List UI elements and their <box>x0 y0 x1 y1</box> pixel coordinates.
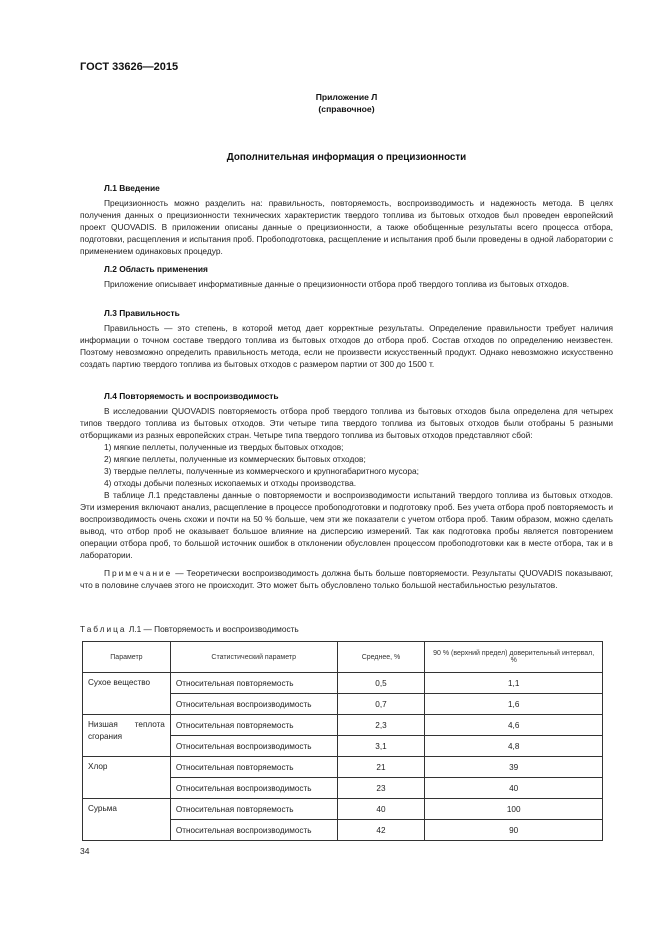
section-introduction <box>80 182 613 257</box>
list-item: 4) отходы добычи полезных ископаемых и отходы производства. <box>104 478 357 488</box>
mean-cell: 42 <box>337 820 425 841</box>
list-item: 2) мягкие пеллеты, полученные из коммерческих бытовых отходов; <box>104 454 366 464</box>
list-item: 1) мягкие пеллеты, полученные из твердых бытовых отходов; <box>104 442 344 452</box>
statistic-cell: Относительная повторяемость <box>170 715 337 736</box>
confidence-cell: 90 <box>425 820 603 841</box>
table-row <box>83 715 603 736</box>
table-header-row <box>83 642 603 673</box>
fuel-types-list <box>80 441 613 489</box>
mean-cell: 40 <box>337 799 425 820</box>
table-row <box>83 757 603 778</box>
note-text: — Теоретически воспроизводимость должна быть больше повторяемости. Результаты QUOVADIS показывают, что в половине случаев этого не происходит. Это может быть обусловлено только большой нестабильностью результатов. <box>80 568 613 590</box>
list-item: 3) твердые пеллеты, полученные из коммерческого и крупногабаритного мусора; <box>104 466 419 476</box>
section-heading: Л.2 Область применения <box>104 264 208 274</box>
statistic-cell: Относительная воспроизводимость <box>170 694 337 715</box>
mean-cell: 0,5 <box>337 673 425 694</box>
mean-cell: 21 <box>337 757 425 778</box>
appendix-heading: Дополнительная информация о прецизионности <box>226 152 467 163</box>
column-header: 90 % (верхний предел) доверительный интервал, % <box>425 642 603 673</box>
parameter-cell: Низшая теплота сгорания <box>83 715 171 757</box>
table-row <box>83 673 603 694</box>
note <box>80 567 613 591</box>
confidence-cell: 4,6 <box>425 715 603 736</box>
confidence-cell: 1,6 <box>425 694 603 715</box>
confidence-cell: 39 <box>425 757 603 778</box>
mean-cell: 0,7 <box>337 694 425 715</box>
section-scope <box>80 263 613 290</box>
column-header: Среднее, % <box>337 642 425 673</box>
parameter-cell: Хлор <box>83 757 171 799</box>
appendix-subtitle: (справочное) <box>318 104 375 114</box>
confidence-cell: 100 <box>425 799 603 820</box>
paragraph: В исследовании QUOVADIS повторяемость отбора проб твердого топлива из бытовых отходов была определена для четырех типов твердого топлива из бытовых отходов. Эти четыре типа твердого топлива из бытовых отходов были отобраны 5 разными отборщиками из разных европейских стран. Четыре типа твердого топлива из бытовых отходов представляют сбой: <box>80 406 613 440</box>
statistic-cell: Относительная воспроизводимость <box>170 820 337 841</box>
statistic-cell: Относительная повторяемость <box>170 799 337 820</box>
note-label: Примечание <box>104 568 173 578</box>
mean-cell: 23 <box>337 778 425 799</box>
section-heading: Л.1 Введение <box>104 183 160 193</box>
document-code: ГОСТ 33626—2015 <box>80 61 179 73</box>
table-caption <box>80 624 299 634</box>
column-header: Статистический параметр <box>170 642 337 673</box>
section-heading: Л.4 Повторяемость и воспроизводимость <box>104 391 279 401</box>
parameter-cell: Сухое вещество <box>83 673 171 715</box>
paragraph: В таблице Л.1 представлены данные о повторяемости и воспроизводимости испытаний твердого топлива из бытовых отходов. Эти измерения включают анализ, расщепление в процессе пробоподготовки и подготовку проб. Без учета отбора проб повторяемость и воспроизводимость очень схожи и почти на 50 % больше, чем эти же показатели с учетом отбора проб. Таким образом, можно сделать вывод, что отбор проб не оказывает большое влияние на дисперсию измерений. Так как подготовка пробы является повторением операции отбора проб, то большой источник ошибок в отклонении обусловлен процессом пробоподготовки как в месте отбора, так и в лаборатории. <box>80 490 613 560</box>
statistic-cell: Относительная повторяемость <box>170 757 337 778</box>
statistic-cell: Относительная повторяемость <box>170 673 337 694</box>
page-number: 34 <box>80 846 90 856</box>
table-row <box>83 799 603 820</box>
statistic-cell: Относительная воспроизводимость <box>170 778 337 799</box>
column-header: Параметр <box>83 642 171 673</box>
section-repeatability <box>80 390 613 591</box>
paragraph: Приложение описывает информативные данные о прецизионности отбора проб твердого топлива из бытовых отходов. <box>104 279 570 289</box>
precision-table <box>82 641 603 841</box>
mean-cell: 2,3 <box>337 715 425 736</box>
caption-text: Л.1 — Повторяемость и воспроизводимость <box>126 624 299 634</box>
section-trueness <box>80 307 613 370</box>
caption-label: Таблица <box>80 624 127 634</box>
confidence-cell: 1,1 <box>425 673 603 694</box>
statistic-cell: Относительная воспроизводимость <box>170 736 337 757</box>
paragraph: Правильность — это степень, в которой метод дает корректные результаты. Определение правильности требует наличия информации о точном составе твердого топлива из бытовых отходов до отбора проб. Состав отходов по определению неизвестен. Поэтому невозможно определить правильность метода, если не произвести искусственный продукт. Однако невозможно искусственно создать партию твердого топлива из бытовых отходов с размером партии от 300 до 1500 т. <box>80 323 613 369</box>
section-heading: Л.3 Правильность <box>104 308 180 318</box>
parameter-cell: Сурьма <box>83 799 171 841</box>
confidence-cell: 4,8 <box>425 736 603 757</box>
mean-cell: 3,1 <box>337 736 425 757</box>
confidence-cell: 40 <box>425 778 603 799</box>
appendix-title: Приложение Л <box>315 92 378 102</box>
paragraph: Прецизионность можно разделить на: правильность, повторяемость, воспроизводимость и надежность метода. В целях получения данных о прецизионности технических характеристик твердого топлива из бытовых отходов был проведен европейский проект QUOVADIS. В приложении описаны данные о прецизионности, а также обобщенные результаты всего процесса отбора, подготовки, расщепления и испытания проб. Пробоподготовка, расщепление и испытания проб были проведены в одной лаборатории с применением одинаковых процедур. <box>80 198 613 256</box>
